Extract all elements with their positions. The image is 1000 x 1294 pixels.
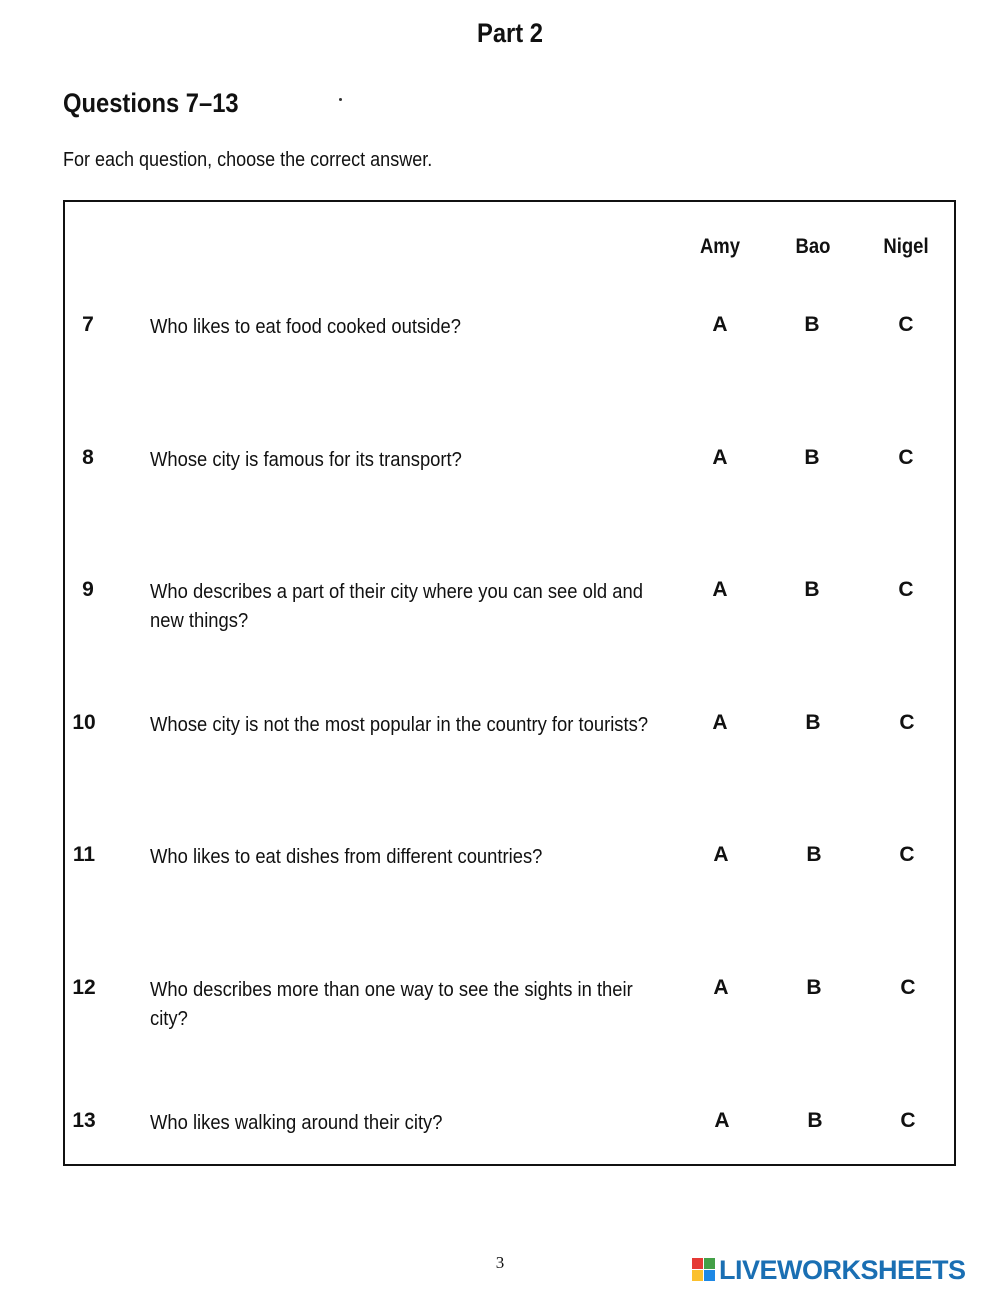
question-text: Who describes more than one way to see the sights in their city? [150,979,633,1030]
question-number: 13 [72,1109,96,1132]
question-text: Whose city is not the most popular in the country for tourists? [150,714,649,736]
liveworksheets-logo-icon [692,1258,716,1282]
question-number: 9 [82,578,94,601]
answer-option-c[interactable]: C [898,313,914,336]
question-row [0,843,1000,913]
answer-option-a[interactable]: A [712,578,728,601]
answer-option-c[interactable]: C [898,578,914,601]
question-number: 10 [72,711,96,734]
page-number: 3 [495,1253,505,1272]
question-text: Who likes to eat food cooked outside? [150,316,461,338]
question-number: 8 [82,446,94,469]
question-row [0,313,1000,383]
question-number: 12 [72,976,96,999]
answer-option-c[interactable]: C [899,711,915,734]
answer-option-b[interactable]: B [805,711,821,734]
question-number: 11 [72,843,96,866]
liveworksheets-logo [692,1255,966,1285]
part-title: Part 2 [476,18,544,48]
question-row [0,446,1000,516]
questions-heading: Questions 7–13 [63,88,239,118]
question-row [0,578,1000,648]
question-row [0,1109,1000,1179]
question-text: Who likes to eat dishes from different countries? [150,846,543,868]
answer-option-b[interactable]: B [807,1109,823,1132]
answer-option-a[interactable]: A [712,313,728,336]
answer-option-a[interactable]: A [714,1109,730,1132]
answer-option-a[interactable]: A [713,843,729,866]
question-number: 7 [82,313,94,336]
logo-text: LIVEWORKSHEETS [719,1254,966,1285]
answer-option-b[interactable]: B [806,976,822,999]
answer-option-b[interactable]: B [804,578,820,601]
column-header-bao: Bao [795,235,831,258]
answer-option-a[interactable]: A [712,446,728,469]
answer-option-b[interactable]: B [804,446,820,469]
question-row [0,711,1000,781]
question-row [0,976,1000,1046]
answer-option-c[interactable]: C [899,843,915,866]
answer-option-c[interactable]: C [898,446,914,469]
answer-option-a[interactable]: A [713,976,729,999]
answer-option-a[interactable]: A [712,711,728,734]
instruction-text: For each question, choose the correct answer. [63,149,433,171]
answer-option-b[interactable]: B [806,843,822,866]
question-text: Whose city is famous for its transport? [150,449,462,471]
answer-option-c[interactable]: C [900,976,916,999]
answer-option-c[interactable]: C [900,1109,916,1132]
column-header-amy: Amy [699,235,741,258]
question-text: Who describes a part of their city where you can see old and new things? [150,581,643,632]
question-text: Who likes walking around their city? [150,1112,443,1134]
answer-option-b[interactable]: B [804,313,820,336]
scan-speck [339,98,342,101]
column-header-nigel: Nigel [883,235,929,258]
